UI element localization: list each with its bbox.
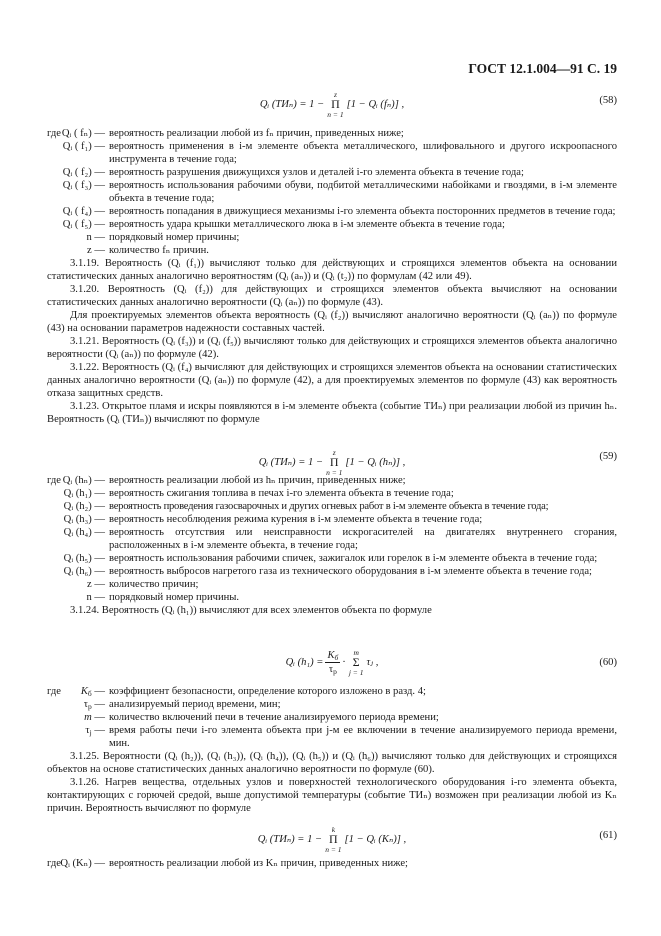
term: Qᵢ (Kₙ) —: [60, 858, 105, 869]
definition: вероятность разрушения движущихся узлов и деталей i-го элемента объекта в течение года;: [109, 167, 524, 178]
term: K: [80, 686, 88, 697]
formula-number: (58): [599, 95, 617, 106]
term: Qᵢ (h₅) —: [63, 553, 105, 564]
definition: вероятность удара крышки металлического люка в i-м элементе объекта в течение года;: [109, 219, 505, 230]
product-lower: n = 1: [326, 468, 343, 477]
product-upper: k: [331, 825, 336, 834]
where-label: где: [47, 686, 61, 697]
formula-lhs: Qᵢ (ТИₙ) = 1 −: [259, 99, 325, 110]
definition: вероятность выбросов нагретого газа из технического оборудования в i-м элементе объекта в течение года;: [109, 566, 592, 577]
denominator-sub: р: [333, 667, 337, 676]
where-label: где: [47, 475, 61, 486]
definition: коэффициент безопасности, определение которого изложено в разд. 4;: [109, 686, 426, 697]
definitions-list-k: [47, 685, 617, 815]
formula-number: (59): [599, 451, 617, 462]
product-lower: n = 1: [325, 845, 342, 854]
term-sub: р: [88, 702, 92, 711]
term: Qᵢ ( f₄) —: [62, 206, 105, 217]
formula-number: (60): [599, 657, 617, 668]
sum-symbol: Σ: [352, 655, 360, 669]
page-header: ГОСТ 12.1.004—91 С. 19: [468, 61, 617, 76]
dash: —: [91, 686, 105, 697]
term: Qᵢ (h₃) —: [63, 514, 105, 525]
term: z —: [87, 245, 105, 256]
product-symbol: Π: [329, 455, 339, 469]
numerator: K: [327, 650, 335, 661]
definition: количество fₙ причин.: [109, 245, 209, 256]
definition: вероятность несоблюдения режима курения в i-м элементе объекта в течение года;: [109, 514, 483, 525]
product-upper: z: [332, 448, 336, 457]
term: Qᵢ (h₄) —: [63, 527, 105, 538]
definition: вероятность реализации любой из hₙ причин, приведенных ниже;: [109, 475, 406, 486]
paragraph-design: Для проектируемых элементов объекта вероятность (Qᵢ (f₂)) вычисляют аналогично вероятности (Qᵢ (aₙ)) по формуле (43) на основании параметров надежности составных частей.: [47, 310, 617, 334]
product-upper: z: [333, 90, 337, 99]
term: n —: [86, 592, 105, 603]
formula-rhs: τⱼ ,: [366, 657, 379, 668]
definitions-list-f: [47, 127, 617, 426]
sum-upper: m: [353, 648, 359, 657]
paragraph-3-1-19: 3.1.19. Вероятность (Qᵢ (f₁)) вычисляют только для действующих и строящихся элементов объекта на основании статистических данных аналогично вероятностям (Qᵢ (aₙ)) и (Qᵢ (t₂)) по формулам (42 или 49).: [47, 258, 617, 282]
term: m: [84, 712, 92, 723]
definition: анализируемый период времени, мин;: [109, 699, 281, 710]
formula-rhs: [1 − Qᵢ (Kₙ)] ,: [344, 834, 407, 845]
paragraph-3-1-26: 3.1.26. Нагрев вещества, отдельных узлов и поверхностей технологического оборудования i-го элемента объекта, контактирующих с горючей средой, выше допустимой температуры (событие ТИₙ) возможен при реализации любой из Kₙ причин. Вероятность вычисляют по формуле: [47, 777, 617, 814]
formula-lhs: Qᵢ (ТИₙ) = 1 −: [257, 834, 323, 845]
paragraph-3-1-23: 3.1.23. Открытое пламя и искры появляются в i-м элементе объекта (событие ТИₙ) при реализации любой из причин hₙ. Вероятность (Qᵢ (ТИₙ)) вычисляют по формуле: [47, 401, 617, 425]
term-sub: j: [89, 728, 92, 737]
definition: время работы печи i-го элемента объекта при j-м ее включении в течение анализируемого периода времени, мин.: [109, 725, 617, 749]
where-label: где: [47, 128, 61, 139]
formula-number: (61): [599, 830, 617, 841]
term: Qᵢ (h₆) —: [63, 566, 105, 577]
term: τ: [85, 725, 90, 736]
formula-lhs: Qᵢ (h₁) =: [285, 657, 324, 668]
term: Qᵢ (h₁) —: [63, 488, 105, 499]
definition: вероятность реализации любой из Kₙ причин, приведенных ниже;: [109, 858, 408, 869]
term: τ: [83, 699, 88, 710]
term: n —: [86, 232, 105, 243]
fraction: [325, 649, 340, 676]
multiply-dot: ·: [342, 657, 346, 668]
definition: вероятность попадания в движущиеся механизмы i-го элемента объекта посторонних предметов в течение года;: [109, 206, 616, 217]
definition: количество причин;: [109, 579, 199, 590]
denominator: τ: [328, 664, 334, 675]
formula-lhs: Qᵢ (ТИₙ) = 1 −: [258, 457, 324, 468]
dash: —: [91, 712, 105, 723]
paragraph-3-1-21: 3.1.21. Вероятность (Qᵢ (f₃)) и (Qᵢ (f₅)) вычисляют только для действующих и строящихся элементов объекта аналогично вероятности (Qᵢ (aₙ)) по формуле (42).: [47, 336, 617, 360]
definition: вероятность реализации любой из fₙ причин, приведенных ниже;: [109, 128, 404, 139]
term: Qᵢ ( f₁) —: [62, 141, 105, 152]
definitions-list-h: [47, 474, 617, 617]
formula-rhs: [1 − Qᵢ (hₙ)] ,: [345, 457, 406, 468]
term: Qᵢ (h₂) —: [63, 501, 105, 512]
formula-58: [47, 90, 617, 124]
term: Qᵢ ( f₅) —: [62, 219, 105, 230]
term: Qᵢ ( f₂) —: [62, 167, 105, 178]
numerator-sub: б: [334, 653, 339, 662]
formula-61: [47, 825, 617, 859]
term: z —: [87, 579, 105, 590]
formula-60: [47, 648, 617, 688]
term: Qᵢ ( fₙ) —: [61, 128, 105, 139]
sum-lower: j = 1: [348, 668, 364, 677]
paragraph-3-1-25: 3.1.25. Вероятности (Qᵢ (h₂)), (Qᵢ (h₃)), (Qᵢ (h₄)), (Qᵢ (h₅)) и (Qᵢ (h₆)) вычисляют только для действующих и строящихся объектов на основе статистических данных аналогично вероятности по формуле (60).: [47, 751, 617, 775]
term: Qᵢ (hₙ) —: [62, 475, 105, 486]
term-sub: б: [87, 689, 92, 698]
product-symbol: Π: [331, 97, 340, 111]
paragraph-3-1-24: 3.1.24. Вероятность (Qᵢ (h₁)) вычисляют для всех элементов объекта по формуле: [70, 605, 432, 616]
product-lower: n = 1: [327, 110, 344, 119]
paragraph-3-1-22: 3.1.22. Вероятность (Qᵢ (f₄) вычисляют для действующих и строящихся элементов объекта на основании статистических данных аналогично вероятности (Qᵢ (aₙ)) по формуле (42), а для проектируемых элементов по формуле (43) как вероятность отказа защитных средств.: [47, 362, 617, 399]
definition: количество включений печи в течение анализируемого периода времени;: [109, 712, 439, 723]
where-label: где: [47, 858, 61, 869]
definition: порядковый номер причины;: [109, 232, 240, 243]
paragraph-3-1-20: 3.1.20. Вероятность (Qᵢ (f₂)) для действующих и строящихся элементов объекта вычисляют на основании статистических данных аналогично вероятности (Qᵢ (aₙ)) по формуле (43).: [47, 284, 617, 308]
dash: —: [91, 699, 105, 710]
definition: вероятность отсутствия или неисправности искрогасителей на двигателях внутреннего сгорания, расположенных в i-м элементе объекта, в течение года;: [109, 527, 617, 551]
definition: вероятность применения в i-м элементе объекта металлического, шлифовального и другого искроопасного инструмента в течение года;: [109, 141, 617, 165]
formula-rhs: [1 − Qᵢ (fₙ)] ,: [346, 99, 405, 110]
definitions-list-kn: [47, 857, 617, 870]
product-symbol: Π: [329, 832, 338, 846]
definition: порядковый номер причины.: [109, 592, 240, 603]
definition: вероятность проведения газосварочных и других огневых работ в i-м элементе объекта в течение года;: [109, 501, 549, 512]
definition: вероятность сжигания топлива в печах i-го элемента объекта в течение года;: [109, 488, 454, 499]
term: Qᵢ ( f₃) —: [62, 180, 105, 191]
definition: вероятность использования рабочими обуви, подбитой металлическими набойками и гвоздями, в i-м элементе объекта в течение года;: [109, 180, 617, 204]
definition: вероятность использования рабочими спичек, зажигалок или горелок в i-м элементе объекта в течение года;: [109, 553, 598, 564]
dash: —: [91, 725, 105, 736]
